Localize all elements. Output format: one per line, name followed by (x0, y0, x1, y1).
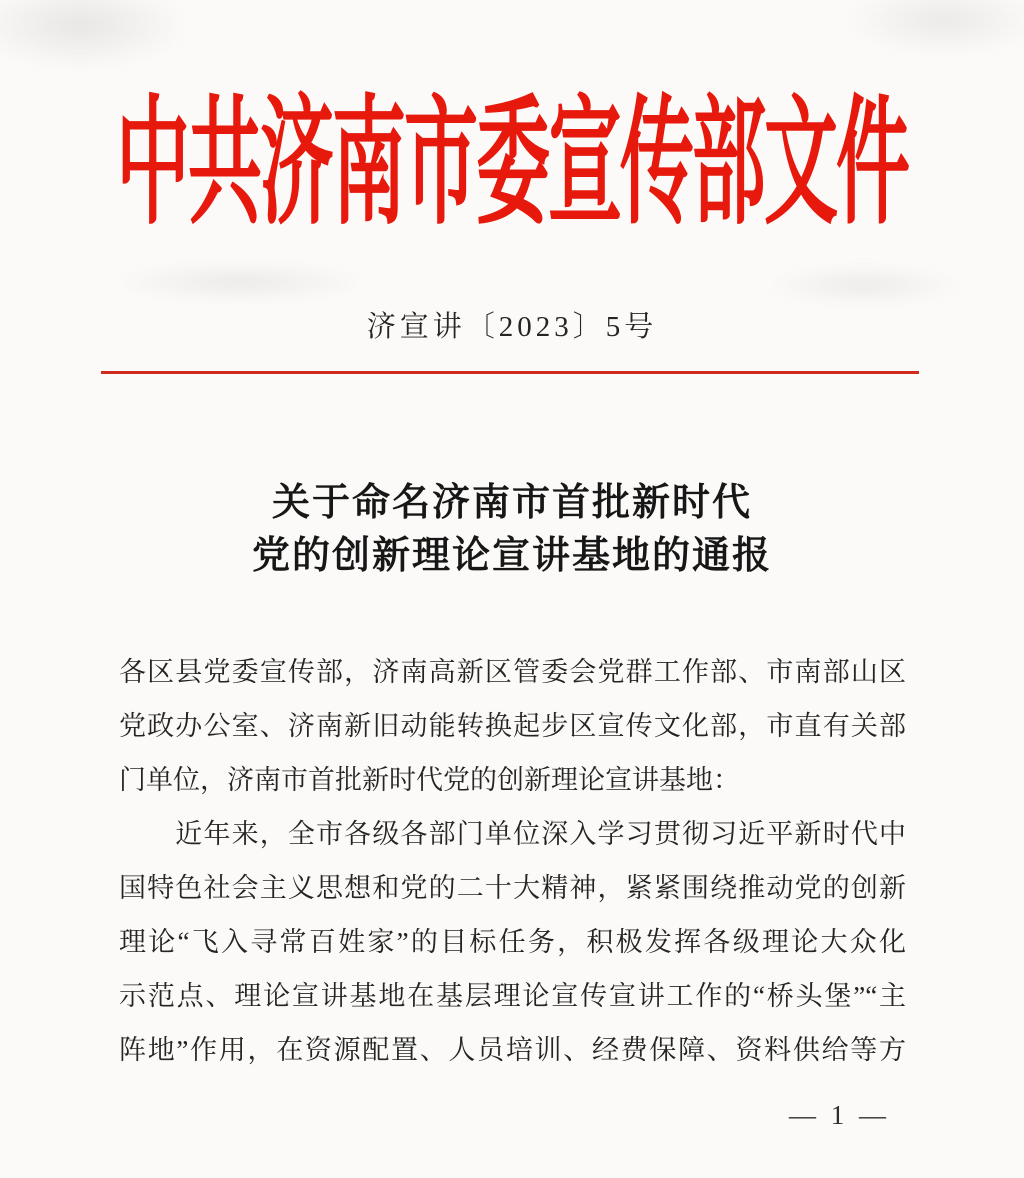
document-number: 济宣讲〔2023〕5号 (366, 311, 658, 343)
body-line: 各区县党委宣传部，济南高新区管委会党群工作部、市南部山区 (119, 657, 906, 687)
body-line: 门单位，济南市首批新时代党的创新理论宣讲基地： (119, 765, 740, 795)
body-line: 国特色社会主义思想和党的二十大精神，紧紧围绕推动党的创新 (119, 873, 906, 903)
document-title-line1: 关于命名济南市首批新时代 (271, 482, 752, 524)
body-line: 近年来，全市各级各部门单位深入学习贯彻习近平新时代中 (119, 819, 906, 849)
body-line: 党政办公室、济南新旧动能转换起步区宣传文化部，市直有关部 (119, 711, 906, 741)
document-title-line2: 党的创新理论宣讲基地的通报 (251, 535, 772, 577)
body-line: 示范点、理论宣讲基地在基层理论宣传宣讲工作的“桥头堡”“主 (119, 981, 906, 1011)
document-body (119, 645, 906, 1077)
page-number: — 1 — (789, 1100, 890, 1130)
scan-smudge (110, 262, 370, 302)
scan-smudge (764, 265, 964, 305)
scan-smudge (0, 0, 190, 70)
body-line: 理论“飞入寻常百姓家”的目标任务，积极发挥各级理论大众化 (119, 927, 906, 957)
body-line: 阵地”作用，在资源配置、人员培训、经费保障、资料供给等方 (119, 1035, 906, 1065)
letterhead-title: 中共济南市委宣传部文件 (116, 88, 908, 243)
scan-smudge (844, 0, 1024, 55)
red-divider-line (101, 371, 919, 374)
document-title (0, 477, 1024, 583)
